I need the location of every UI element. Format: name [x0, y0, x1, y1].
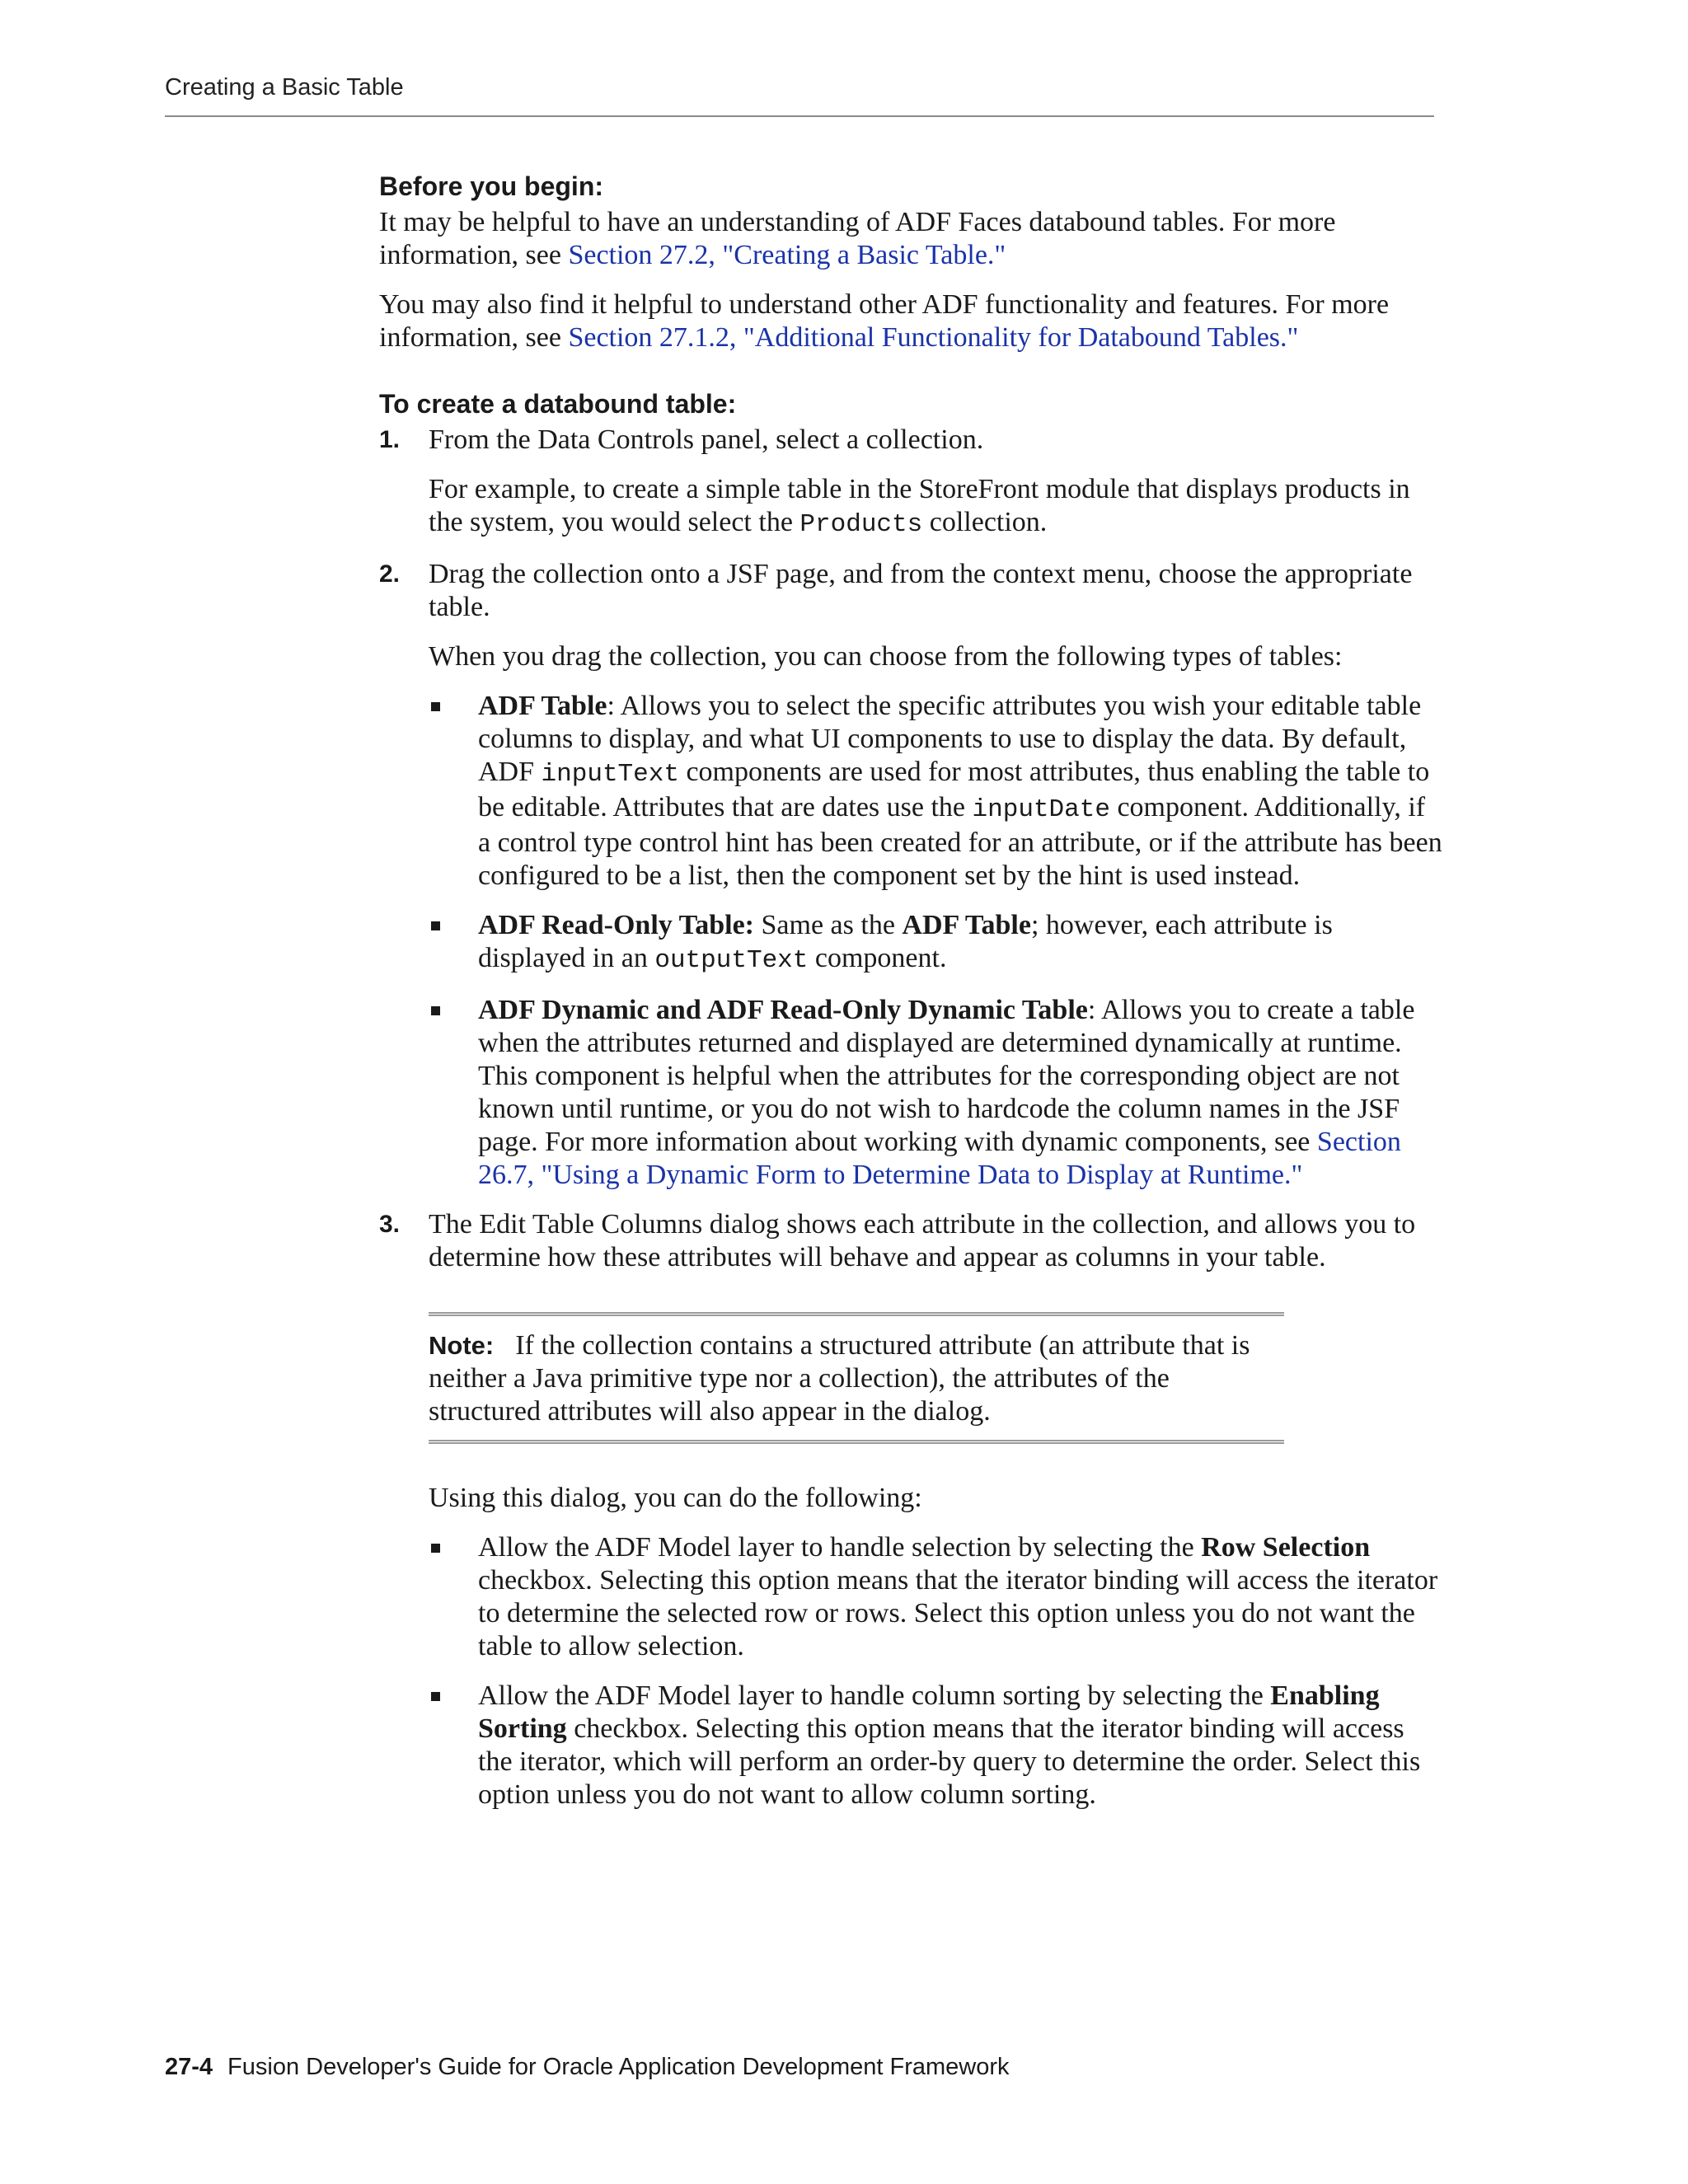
step-3-continued — [379, 1482, 1442, 1811]
step-number: 1. — [379, 426, 401, 453]
before-begin-paragraph-2 — [379, 288, 1442, 354]
list-item-row-selection — [429, 1531, 1442, 1663]
list-item-enabling-sorting — [429, 1680, 1442, 1811]
item-text: component. Additionally, if a control type control hint has been created for an attribute, or if the attribute has been configured to be a list, then the component set by the hint is used instead. — [478, 792, 1442, 891]
item-text: ; however, each attribute is displayed in an — [478, 910, 1333, 973]
term-adf-dynamic-table: ADF Dynamic and ADF Read-Only Dynamic Table — [478, 995, 1088, 1025]
term-row-selection: Row Selection — [1201, 1532, 1371, 1563]
bullet-square-icon — [431, 1006, 440, 1015]
step-1-example — [429, 473, 1442, 541]
item-text: Same as the — [754, 910, 903, 940]
list-item-adf-read-only-table — [429, 909, 1442, 977]
step-3-text: The Edit Table Columns dialog shows each attribute in the collection, and allows you to determine how these attributes will behave and appear as columns in your table. — [429, 1209, 1416, 1272]
item-text: : Allows you to select the specific attributes you wish your editable table columns to display, and what UI components to use to display the data. By default, ADF — [478, 691, 1422, 787]
bullet-square-icon — [431, 702, 440, 711]
list-item-adf-table — [429, 690, 1442, 893]
running-header: Creating a Basic Table — [165, 74, 404, 101]
paragraph-text: It may be helpful to have an understanding of ADF Faces databound tables. For more information, see — [379, 207, 1336, 270]
step-3 — [379, 1208, 1442, 1274]
item-text: Allow the ADF Model layer to handle selection by selecting the — [478, 1532, 1202, 1563]
step-number: 2. — [379, 560, 401, 588]
step-2-intro: When you drag the collection, you can choose from the following types of tables: — [429, 641, 1343, 672]
code-inputtext: inputText — [541, 760, 679, 789]
note-text: If the collection contains a structured attribute (an attribute that is neither a Java primitive type nor a collection), the attributes of the structured attributes will also appear in the dialog. — [429, 1330, 1250, 1427]
step-1 — [379, 424, 1442, 541]
term-adf-table: ADF Table — [478, 691, 607, 721]
bullet-square-icon — [431, 921, 440, 930]
procedure-heading: To create a databound table: — [379, 389, 737, 419]
code-outputtext: outputText — [654, 946, 809, 975]
term-adf-read-only-table: ADF Read-Only Table: — [478, 910, 755, 940]
page-footer — [165, 2054, 1010, 2081]
item-text: Allow the ADF Model layer to handle column sorting by selecting the — [478, 1680, 1271, 1711]
step-2 — [379, 558, 1442, 1192]
section-27-1-2-link[interactable]: Section 27.1.2, "Additional Functionality for Databound Tables." — [568, 322, 1299, 353]
list-item-adf-dynamic-table — [429, 994, 1442, 1192]
book-title: Fusion Developer's Guide for Oracle Application Development Framework — [227, 2054, 1010, 2080]
item-text: checkbox. Selecting this option means that the iterator binding will access the iterator to determine the selected row or rows. Select this option unless you do not want the table to allow selection. — [478, 1565, 1438, 1661]
example-text: For example, to create a simple table in the StoreFront module that displays products in the system, you would select the — [429, 474, 1410, 537]
term-enabling-sorting: Enabling Sorting — [478, 1680, 1380, 1744]
paragraph-text: You may also find it helpful to understand other ADF functionality and features. For more information, see — [379, 289, 1390, 353]
bullet-square-icon — [431, 1692, 440, 1701]
step-number: 3. — [379, 1211, 401, 1238]
code-products: Products — [799, 510, 923, 539]
example-text-end: collection. — [922, 507, 1048, 537]
page-content — [379, 170, 1442, 1828]
step-2-text: Drag the collection onto a JSF page, and from the context menu, choose the appropriate table. — [429, 559, 1413, 622]
item-text: components are used for most attributes, thus enabling the table to be editable. Attributes that are dates use the — [478, 757, 1430, 823]
note-label: Note: — [429, 1331, 495, 1360]
step-1-text: From the Data Controls panel, select a collection. — [429, 424, 984, 455]
step-3-intro: Using this dialog, you can do the following: — [429, 1483, 922, 1513]
before-begin-paragraph-1 — [379, 206, 1442, 272]
item-text: component. — [808, 943, 947, 973]
page-number: 27-4 — [165, 2054, 213, 2080]
section-26-7-link[interactable]: Section 26.7, "Using a Dynamic Form to Determine Data to Display at Runtime." — [478, 1127, 1401, 1190]
note-box — [429, 1312, 1284, 1444]
item-text: checkbox. Selecting this option means that the iterator binding will access the iterator, which will perform an order-by query to determine the order. Select this option unless you do not want to allow column sorting. — [478, 1713, 1421, 1810]
before-begin-heading: Before you begin: — [379, 171, 604, 201]
item-text: : Allows you to create a table when the attributes returned and displayed are determined dynamically at runtime. This component is helpful when the attributes for the corresponding object are not known until runtime, or you do not wish to hardcode the column names in the JSF page. For more information about working with dynamic components, see — [478, 995, 1415, 1157]
bullet-square-icon — [431, 1544, 440, 1553]
code-inputdate: inputDate — [972, 795, 1110, 824]
term-adf-table-ref: ADF Table — [902, 910, 1031, 940]
section-27-2-link[interactable]: Section 27.2, "Creating a Basic Table." — [568, 240, 1006, 270]
header-rule — [165, 115, 1434, 117]
